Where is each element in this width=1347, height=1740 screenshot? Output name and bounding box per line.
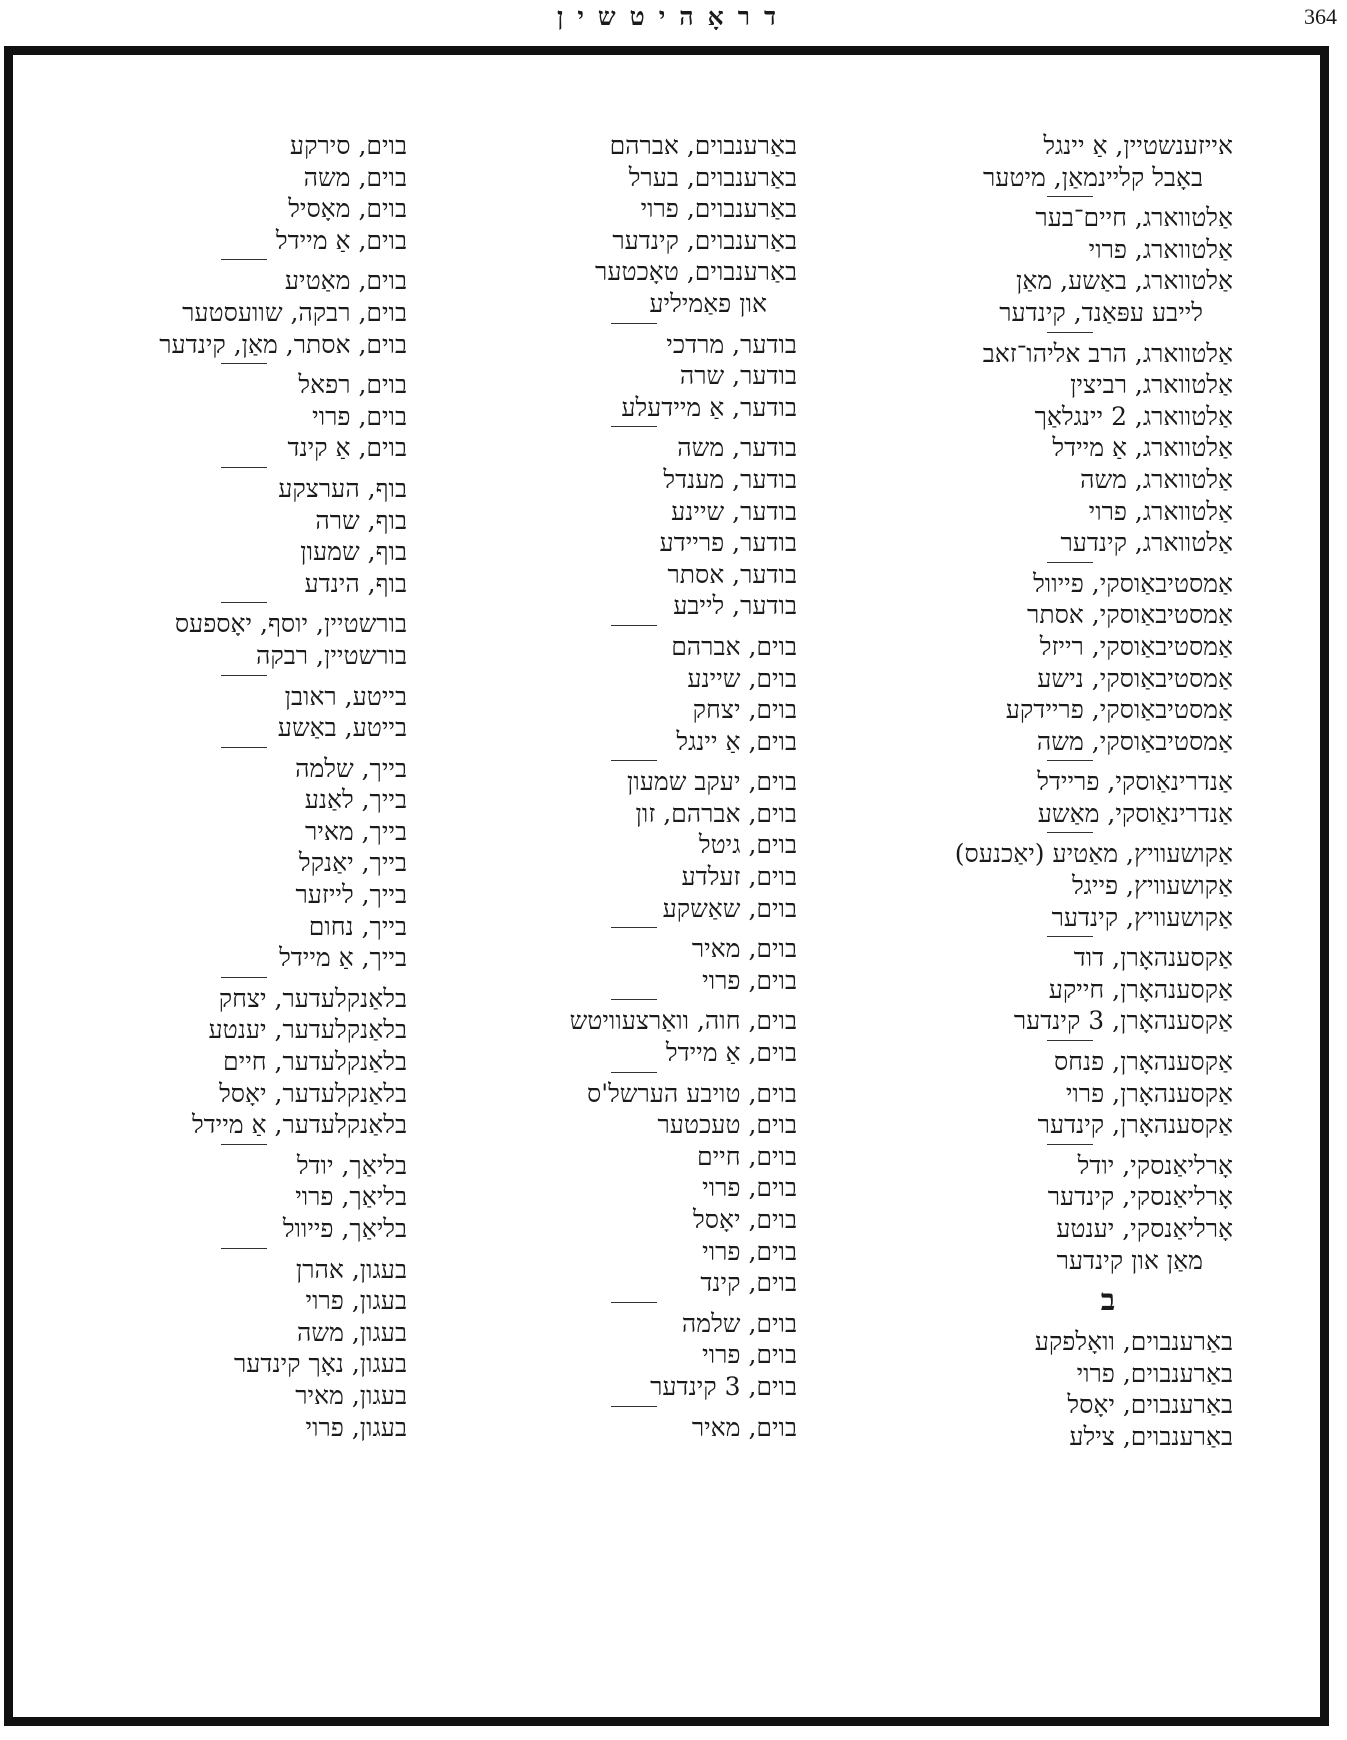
section-divider <box>467 924 797 933</box>
list-item: בלאַנקלעדער, יצחק <box>218 983 407 1013</box>
list-item: אַקסענהאָרן, פרוי <box>1065 1078 1233 1108</box>
list-item: אַמסטיבאַוסקי, נישע <box>1037 663 1233 693</box>
list-item: בוים, מאיר <box>691 934 797 964</box>
section-divider <box>47 599 407 608</box>
list-item: אַנדרינאַוסקי, מאַשע <box>1037 798 1233 828</box>
list-item: אַקסענהאָרן, 3 קינדער <box>1013 1006 1233 1036</box>
list-item: בעגון, משה <box>296 1317 407 1347</box>
name-column-left <box>47 130 407 1443</box>
list-item: בלאַנקלעדער, יאָסל <box>219 1078 407 1108</box>
list-item: באַרענבוים, יאָסל <box>1067 1390 1233 1420</box>
section-divider <box>873 1037 1233 1046</box>
list-item: אַלטווארג, פרוי <box>1088 234 1233 264</box>
section-divider <box>47 464 407 473</box>
section-divider <box>47 360 407 369</box>
list-item: בייך, נחום <box>308 911 407 941</box>
list-item: בוים, מאַטיע <box>284 266 407 296</box>
list-item: באַרענבוים, אברהם <box>609 131 797 160</box>
list-item: בוים, אַ מיידל <box>665 1038 797 1068</box>
list-item: בוים, חוה, וואַרצעוויטש <box>569 1006 797 1036</box>
section-divider <box>47 256 407 265</box>
list-item: בוים, פרוי <box>702 965 797 995</box>
page-title: דראָהיטשין <box>556 2 791 31</box>
list-item: בוים, טויבע הערשל'ס <box>587 1078 797 1108</box>
list-item: בייך, לייזער <box>295 880 407 910</box>
list-item: בוים, זעלדע <box>681 862 797 892</box>
list-item: אַלטווארג, קינדער <box>1060 528 1233 558</box>
list-item: אייזענשטיין, אַ יינגל <box>1043 131 1233 160</box>
list-item: בוים, חיים <box>697 1141 797 1171</box>
list-item: באַרענבוים, פרוי <box>640 194 797 224</box>
list-item: אַלטווארג, 2 יינגלאַך <box>1034 401 1233 431</box>
list-item: אַמסטיבאַוסקי, רייזל <box>1039 631 1233 661</box>
list-item: בעגון, אהרן <box>295 1254 407 1284</box>
list-item: בוים, אסתר, מאַן, קינדער <box>159 329 407 359</box>
list-item: בוים, פרוי <box>312 401 407 431</box>
section-divider <box>873 1141 1233 1150</box>
section-divider <box>47 1245 407 1254</box>
section-divider <box>467 320 797 329</box>
list-item: בוים, מאיר <box>691 1412 797 1442</box>
list-item: בעגון, פרוי <box>305 1412 407 1442</box>
list-item: באַרענבוים, טאָכטער <box>595 257 797 287</box>
list-item: בורשטיין, יוסף, יאָספעס <box>174 609 407 639</box>
list-item: אָרליאַנסקי, קינדער <box>1047 1182 1233 1212</box>
list-item: בודער, פריידע <box>659 528 797 558</box>
list-item: בוים, טעכטער <box>657 1110 797 1140</box>
list-item: בוים, יאָסל <box>693 1205 797 1234</box>
list-item: אַלטווארג, רביצין <box>1070 370 1233 400</box>
section-divider <box>873 193 1233 202</box>
list-item-continuation: און פאַמיליע <box>649 288 767 318</box>
list-item: בוים, אַ קינד <box>287 433 407 463</box>
list-item: בייטע, ראובן <box>284 681 407 711</box>
list-item: אַקסענהאָרן, קינדער <box>1037 1110 1233 1140</box>
name-column-right <box>873 130 1233 1453</box>
list-item: בודער, שרה <box>679 361 797 391</box>
list-item: אַקושעוויץ, פייגל <box>1071 871 1233 901</box>
list-item: אַלטווארג, חיים־בער <box>1035 203 1233 233</box>
list-item: בייך, שלמה <box>295 753 407 783</box>
section-divider <box>873 933 1233 942</box>
list-item: בייך, מאיר <box>305 816 407 846</box>
list-item: אַמסטיבאַוסקי, פייוול <box>1033 568 1233 598</box>
list-item: בוים, רפאל <box>298 370 407 400</box>
list-item: באַרענבוים, פרוי <box>1076 1358 1233 1388</box>
section-divider <box>467 996 797 1005</box>
list-item: בוף, הינדע <box>304 568 407 598</box>
list-item: אַלטווארג, פרוי <box>1088 496 1233 526</box>
list-item: בוים, פרוי <box>702 1236 797 1266</box>
section-divider <box>47 744 407 753</box>
list-item: בוים, קינד <box>700 1268 797 1298</box>
list-item: בייטע, באַשע <box>277 713 407 743</box>
list-item: אַנדרינאַוסקי, פריידל <box>1037 767 1233 797</box>
list-item: בליאַך, יודל <box>296 1150 407 1180</box>
list-item: בוים, יעקב שמעון <box>626 767 797 797</box>
list-item: בוים, אַ יינגל <box>676 726 797 756</box>
list-item: בוים, גיטל <box>698 830 797 860</box>
list-item: אַקסענהאָרן, חייקע <box>1048 974 1233 1004</box>
section-divider <box>873 559 1233 568</box>
list-item: בליאַך, פייוול <box>282 1214 407 1243</box>
list-item: אָרליאַנסקי, יודל <box>1077 1150 1233 1180</box>
list-item: בייך, אַ מיידל <box>279 943 407 973</box>
list-item: באַרענבוים, בערל <box>628 162 797 192</box>
page-number: 364 <box>1304 4 1337 29</box>
list-item: בוף, שמעון <box>300 537 407 567</box>
section-divider <box>467 757 797 766</box>
list-item: בוים, שלמה <box>681 1308 797 1338</box>
list-item: בוים, פרוי <box>702 1173 797 1203</box>
list-item: בודער, אסתר <box>667 559 797 589</box>
list-item-continuation: לייבע עפּאַנד, קינדער <box>999 297 1203 327</box>
list-item: בייך, לאַנע <box>304 785 407 815</box>
list-item: בוים, פרוי <box>702 1340 797 1370</box>
list-item: בוים, שיינע <box>687 663 797 693</box>
list-item: אַלטווארג, באַשע, מאַן <box>1015 266 1233 296</box>
list-item: בוף, שרה <box>315 505 407 535</box>
list-item: אַקושעוויץ, מאַטיע (יאַכנעס) <box>954 839 1233 869</box>
list-item: בוים, 3 קינדער <box>650 1371 797 1401</box>
list-item: אַלטווארג, אַ מיידל <box>1052 433 1233 463</box>
list-item: אַקסענהאָרן, פנחס <box>1053 1047 1233 1077</box>
name-column-middle <box>467 130 797 1443</box>
list-item: בוים, אברהם, זון <box>635 798 797 828</box>
section-divider <box>47 672 407 681</box>
page-header <box>0 0 1347 46</box>
list-item-continuation: מאַן און קינדער <box>1056 1245 1203 1275</box>
section-divider <box>873 329 1233 338</box>
list-item: אַלטווארג, הרב אליהו־זאב <box>982 338 1233 368</box>
list-item: בוים, שאַשקע <box>662 893 797 923</box>
list-item: באַרענבוים, צילע <box>1069 1421 1233 1451</box>
section-divider <box>47 1141 407 1150</box>
list-item: אַמסטיבאַוסקי, משה <box>1036 726 1233 756</box>
list-item: בעגון, מאיר <box>295 1380 407 1410</box>
section-divider <box>873 829 1233 838</box>
list-item: באַרענבוים, קינדער <box>612 225 797 255</box>
list-item: אָרליאַנסקי, יענטע <box>1056 1214 1233 1243</box>
section-divider <box>467 423 797 432</box>
list-item: אַקושעוויץ, קינדער <box>1051 902 1233 932</box>
list-item: בלאַנקלעדער, יענטע <box>208 1015 407 1045</box>
list-item: בוף, הערצקע <box>278 473 407 503</box>
list-item: בוים, רבקה, שוועסטער <box>182 297 407 327</box>
list-item: בודער, מענדל <box>663 464 797 494</box>
list-item: בודער, שיינע <box>671 496 797 526</box>
list-item: באַרענבוים, וואָלפקע <box>1034 1327 1233 1357</box>
list-item: בוים, אברהם <box>671 631 797 661</box>
list-item: בעגון, נאָך קינדער <box>234 1349 407 1379</box>
list-item: אַמסטיבאַוסקי, פריידקע <box>1005 695 1233 725</box>
section-divider <box>873 757 1233 766</box>
list-item: אַקסענהאָרן, דוד <box>1073 943 1233 973</box>
list-item: בלאַנקלעדער, אַ מיידל <box>191 1110 407 1140</box>
list-item: אַלטווארג, משה <box>1080 464 1233 494</box>
list-item: בייך, יאַנקל <box>298 848 407 878</box>
list-item: בודער, אַ מיידעלע <box>621 392 797 422</box>
section-divider <box>467 622 797 631</box>
list-item: בוים, אַ מיידל <box>275 225 407 255</box>
list-item: בלאַנקלעדער, חיים <box>223 1047 407 1077</box>
list-item: בוים, משה <box>303 162 407 192</box>
list-item: בודער, משה <box>677 433 797 463</box>
list-item: בורשטיין, רבקה <box>256 640 407 670</box>
section-divider <box>467 1403 797 1412</box>
list-item: אַמסטיבאַוסקי, אסתר <box>1027 600 1233 630</box>
list-item: בודער, מרדכי <box>666 329 797 359</box>
list-item-continuation: באָבל קליינמאַן, מיטער <box>982 162 1203 192</box>
list-item: בוים, סירקע <box>289 131 407 160</box>
list-item: בוים, מאָסיל <box>288 194 407 224</box>
list-item: בליאַך, פרוי <box>295 1182 407 1212</box>
section-divider <box>467 1299 797 1308</box>
list-item: בודער, לייבע <box>673 591 797 621</box>
section-divider <box>47 974 407 983</box>
list-item: בוים, יצחק <box>692 695 797 725</box>
section-divider <box>467 1069 797 1078</box>
section-letter-heading: ב <box>1100 1283 1116 1319</box>
list-item: בעגון, פרוי <box>305 1286 407 1316</box>
